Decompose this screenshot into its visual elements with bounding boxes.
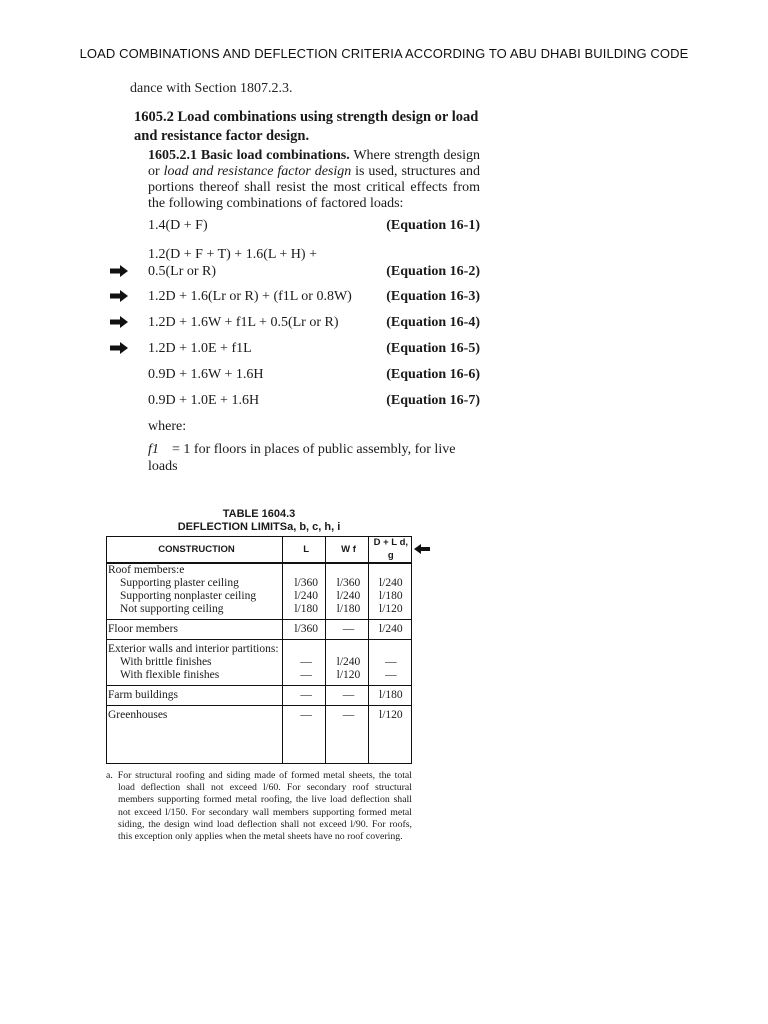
- cut-off-line: dance with Section 1807.2.3.: [130, 81, 293, 96]
- row-dl-value: l/240: [370, 620, 412, 640]
- f1-equals: =: [172, 442, 180, 457]
- row-construction: Supporting plaster ceiling: [120, 577, 239, 589]
- subsection-italic-term: load and resistance factor design: [163, 164, 352, 179]
- row-dl-value: —: [385, 669, 397, 681]
- equation-expression: 0.9D + 1.0E + 1.6H: [148, 393, 260, 408]
- row-w-value: [327, 640, 369, 657]
- equation-label: (Equation 16-2): [386, 264, 480, 279]
- right-arrow-icon: [110, 342, 128, 354]
- table-row: [106, 577, 412, 590]
- row-l-value: l/360: [294, 577, 318, 589]
- row-construction: With flexible finishes: [120, 669, 220, 681]
- row-w-value: —: [327, 686, 369, 706]
- row-construction: Roof members:e: [108, 564, 185, 576]
- equation-expression: 1.2(D + F + T) + 1.6(L + H) +: [148, 247, 317, 262]
- subsection-text-2: is used, structures and portions thereof shall resist the most critical effects from the following combinations of factored loads:: [148, 164, 480, 211]
- column-divider: [368, 536, 369, 764]
- equation-label: (Equation 16-6): [386, 367, 480, 382]
- where-label: where:: [148, 419, 187, 434]
- row-construction: Floor members: [106, 620, 285, 640]
- row-construction: Supporting nonplaster ceiling: [120, 590, 257, 602]
- row-w-value: l/240: [336, 590, 361, 602]
- table-title: DEFLECTION LIMITSa, b, c, h, i: [177, 521, 341, 533]
- footnote-letter: a.: [106, 770, 113, 781]
- table-header-row: [106, 536, 412, 563]
- row-w-value: l/360: [336, 577, 361, 589]
- row-dl-value: l/180: [379, 590, 403, 602]
- header-dl: D + L d, g: [370, 536, 412, 563]
- equation-row: [148, 314, 480, 331]
- row-construction: Exterior walls and interior partitions:: [106, 640, 285, 657]
- row-construction: Greenhouses: [106, 706, 285, 726]
- row-dl-value: [370, 563, 412, 577]
- row-w-value: l/120: [336, 669, 361, 681]
- row-l-value: —: [300, 656, 312, 668]
- f1-definition: [148, 441, 488, 474]
- row-construction: With brittle finishes: [120, 656, 212, 668]
- row-dl-value: l/120: [379, 603, 403, 615]
- row-l-value: —: [285, 706, 327, 726]
- column-divider: [282, 536, 283, 764]
- right-arrow-icon: [110, 265, 128, 277]
- table-body: [106, 563, 412, 725]
- row-w-value: —: [327, 620, 369, 640]
- header-construction: CONSTRUCTION: [106, 536, 285, 563]
- column-divider: [325, 536, 326, 764]
- header-l: L: [285, 536, 327, 563]
- header-w: W f: [327, 536, 369, 563]
- row-construction: Not supporting ceiling: [120, 603, 224, 615]
- subsection-paragraph: [148, 148, 480, 212]
- f1-symbol: f1: [148, 442, 159, 457]
- table-row: [106, 590, 412, 603]
- row-dl-value: [370, 640, 412, 657]
- right-arrow-icon: [110, 290, 128, 302]
- table-row: [106, 706, 412, 726]
- row-w-value: l/240: [336, 656, 361, 668]
- equation-expression: 1.2D + 1.6W + f1L + 0.5(Lr or R): [148, 315, 339, 330]
- equation-label: (Equation 16-4): [386, 315, 480, 330]
- subsection-text-1: Where strength design or: [148, 148, 480, 179]
- equation-expression: 1.2D + 1.6(Lr or R) + (f1L or 0.8W): [148, 289, 352, 304]
- footnote-text: For structural roofing and siding made of formed metal sheets, the total load deflection shall not exceed l/60. For secondary roof structural members supporting formed metal roofing, the live load deflection shall not exceed l/150. For secondary wall members supporting formed metal siding, the design wind load deflection shall not exceed l/90. For roofs, this exception only applies when the metal sheets have no roof covering.: [117, 770, 413, 843]
- row-dl-value: l/180: [370, 686, 412, 706]
- f1-text: 1 for floors in places of public assembly, for live loads: [148, 442, 456, 474]
- row-l-value: l/240: [294, 590, 318, 602]
- table-row: [106, 669, 412, 686]
- equation-row: [148, 366, 480, 383]
- table-row: [106, 656, 412, 669]
- row-l-value: —: [285, 686, 327, 706]
- page-title: LOAD COMBINATIONS AND DEFLECTION CRITERIA ACCORDING TO ABU DHABI BUILDING CODE: [79, 46, 689, 61]
- table-row: [106, 563, 412, 577]
- row-l-value: l/180: [294, 603, 318, 615]
- equation-label: (Equation 16-3): [386, 289, 480, 304]
- row-l-value: [285, 563, 327, 577]
- equation-label: (Equation 16-7): [386, 393, 480, 408]
- row-w-value: —: [327, 706, 369, 726]
- row-l-value: —: [300, 669, 312, 681]
- equation-label: (Equation 16-5): [386, 341, 480, 356]
- equation-expression-continued: 0.5(Lr or R): [148, 264, 217, 279]
- row-w-value: [327, 563, 369, 577]
- equation-expression: 1.4(D + F): [148, 218, 208, 233]
- equation-expression: 1.2D + 1.0E + f1L: [148, 341, 252, 356]
- equation-row: [148, 246, 480, 280]
- table-row: [106, 603, 412, 620]
- row-l-value: l/360: [285, 620, 327, 640]
- equation-row: [148, 217, 480, 234]
- row-dl-value: —: [385, 656, 397, 668]
- equation-expression: 0.9D + 1.6W + 1.6H: [148, 367, 264, 382]
- table-row: [106, 686, 412, 706]
- right-arrow-icon: [110, 316, 128, 328]
- equation-label: (Equation 16-1): [386, 218, 480, 233]
- row-w-value: l/180: [336, 603, 361, 615]
- row-construction: Farm buildings: [106, 686, 285, 706]
- row-l-value: [285, 640, 327, 657]
- table-row: [106, 620, 412, 640]
- table-row: [106, 640, 412, 657]
- equation-row: [148, 340, 480, 357]
- deflection-limits-table: [106, 536, 412, 725]
- left-arrow-icon: [414, 544, 430, 554]
- equation-row: [148, 392, 480, 409]
- table-number: TABLE 1604.3: [222, 508, 296, 520]
- section-heading: 1605.2 Load combinations using strength design or load and resistance factor design.: [134, 109, 479, 144]
- subsection-title: 1605.2.1 Basic load combinations.: [148, 148, 350, 163]
- row-dl-value: l/240: [379, 577, 403, 589]
- equation-row: [148, 288, 480, 305]
- row-dl-value: l/120: [370, 706, 412, 726]
- footnote: [106, 770, 412, 843]
